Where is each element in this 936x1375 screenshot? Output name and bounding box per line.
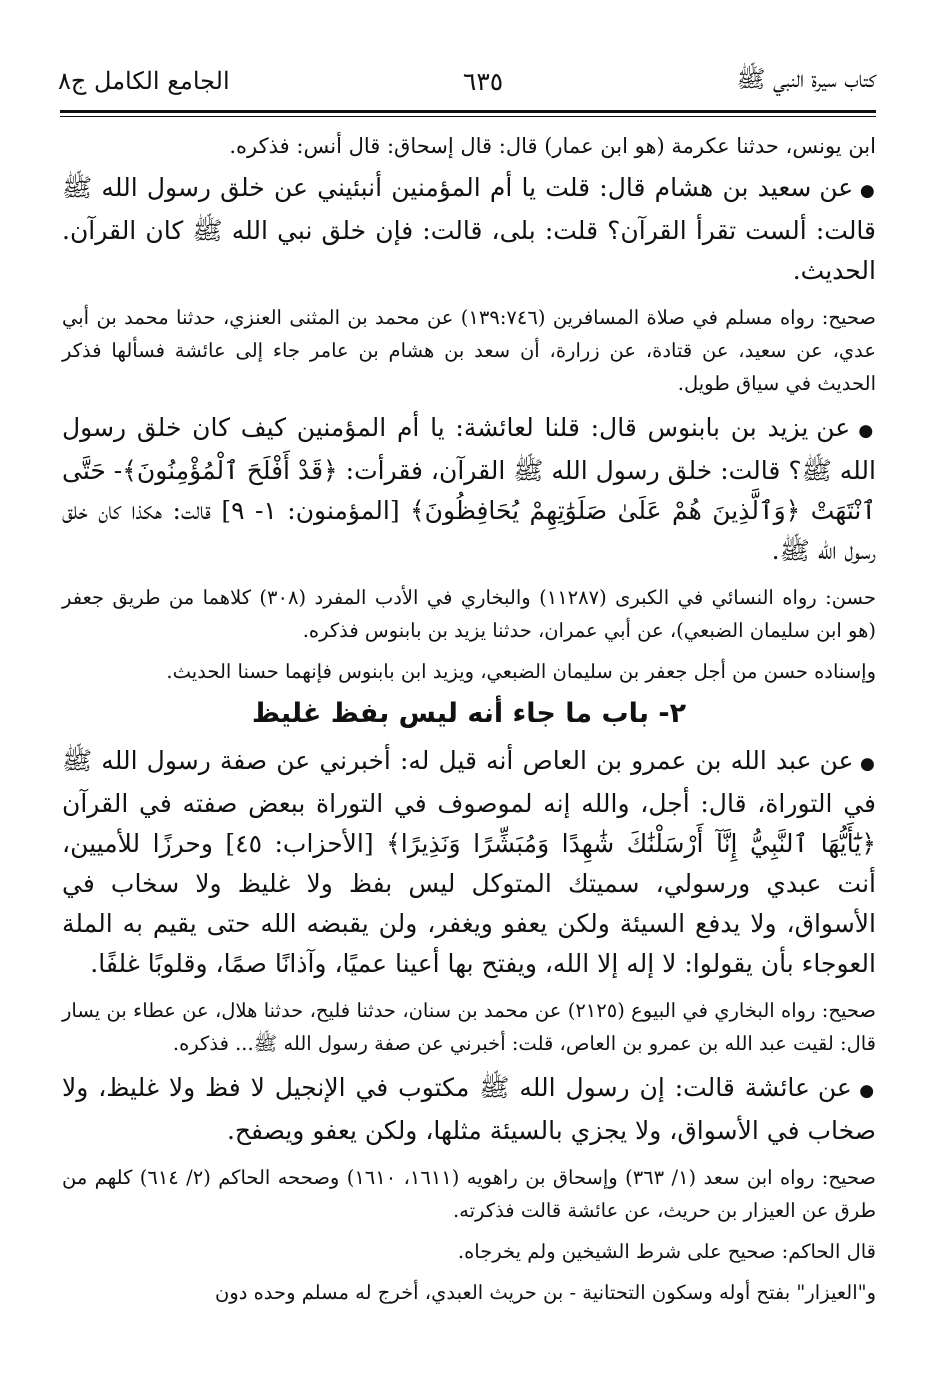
- page-number: ٦٣٥: [462, 66, 504, 96]
- takhrij-note: صحيح: رواه مسلم في صلاة المسافرين (١٣٩:٧٤٦) عن محمد بن المثنى العنزي، حدثنا محمد بن أبي عدي، عن سعيد، عن قتادة، عن زرارة، أن سعد بن هشام بن عامر جاء إلى عائشة فسألها فذكر الحديث في سياق طويل.: [62, 306, 876, 395]
- takhrij-note: صحيح: رواه البخاري في البيوع (٢١٢٥) عن محمد بن سنان، حدثنا فليح، حدثنا هلال، عن عطاء بن يسار قال: لقيت عبد الله بن عمرو بن العاص، قلت: أخبرني عن صفة رسول الله ﷺ... فذكره.: [62, 999, 876, 1055]
- section-heading: ٢- باب ما جاء أنه ليس بفظ غليظ: [251, 698, 687, 729]
- header-volume-title: الجامع الكامل ج٨: [58, 67, 230, 95]
- hadith-text: ● عن عائشة قالت: إن رسول الله ﷺ مكتوب في الإنجيل لا فظ ولا غليظ، ولا صخاب في الأسواق، ولا يجزي بالسيئة مثلها، ولكن يعفو ويصفح.: [62, 1068, 876, 1151]
- isnad-note: وإسناده حسن من أجل جعفر بن سليمان الضبعي، ويزيد ابن بابنوس فإنهما حسنا الحديث.: [166, 660, 876, 683]
- page-header: [58, 58, 876, 104]
- page-body: [62, 128, 876, 1317]
- hadith-text: ● عن سعيد بن هشام قال: قلت يا أم المؤمنين أنبئيني عن خلق رسول الله ﷺ قالت: ألست تقرأ القرآن؟ قلت: بلى، قالت: فإن خلق نبي الله ﷺ كان القرآن. الحديث.: [62, 168, 876, 291]
- hakim-note: قال الحاكم: صحيح على شرط الشيخين ولم يخرجاه.: [457, 1240, 876, 1263]
- hadith-text: ● عن يزيد بن بابنوس قال: قلنا لعائشة: يا أم المؤمنين كيف كان خلق رسول الله ﷺ؟ قالت: خلق رسول الله ﷺ القرآن، فقرأت: ﴿قَدْ أَفْلَحَ ٱلْمُؤْمِنُونَ﴾- حَتَّى ٱنْتَهَتْ ﴿وَٱلَّذِينَ هُمْ عَلَىٰ صَلَوَٰتِهِمْ يُحَافِظُونَ﴾ [المؤمنون: ١- ٩] قالت: هكذا كان خلق رسول الله ﷺ.: [62, 408, 876, 571]
- header-rule-thick: [60, 110, 876, 113]
- hadith-text: ● عن عبد الله بن عمرو بن العاص أنه قيل له: أخبرني عن صفة رسول الله ﷺ في التوراة، قال: أجل، والله إنه لموصوف في التوراة ببعض صفته في القرآن ﴿يَٰٓأَيُّهَا ٱلنَّبِيُّ إِنَّآ أَرْسَلْنَٰكَ شَٰهِدًا وَمُبَشِّرًا وَنَذِيرًا﴾ [الأحزاب: ٤٥] وحرزًا للأميين، أنت عبدي ورسولي، سميتك المتوكل ليس بفظ ولا غليظ ولا سخاب في الأسواق، ولا يدفع السيئة ولكن يعفو ويغفر، ولن يقبضه الله حتى يقيم به الملة العوجاء بأن يقولوا: لا إله إلا الله، ويفتح بها أعينا عميًا، وآذانًا صمًا، وقلوبًا غلفًا.: [62, 741, 876, 984]
- continuation-paragraph: ابن يونس، حدثنا عكرمة (هو ابن عمار) قال: قال إسحاق: قال أنس: فذكره.: [229, 134, 876, 158]
- takhrij-note: صحيح: رواه ابن سعد (١/ ٣٦٣) وإسحاق بن راهويه (١٦١١، ١٦١٠) وصححه الحاكم (٢/ ٦١٤) كلهم من طرق عن العيزار بن حريث، عن عائشة قالت فذكرته.: [62, 1166, 876, 1222]
- takhrij-note: حسن: رواه النسائي في الكبرى (١١٢٨٧) والبخاري في الأدب المفرد (٣٠٨) كلاهما من طريق جعفر (هو ابن سليمان الضبعي)، عن أبي عمران، حدثنا يزيد بن بابنوس فذكره.: [62, 586, 876, 642]
- header-book-title: كتاب سيرة النبي ﷺ: [736, 64, 876, 93]
- header-rule-thin: [60, 116, 876, 117]
- narrator-note: و"العيزار" بفتح أوله وسكون التحتانية - بن حريث العبدي، أخرج له مسلم وحده دون: [214, 1281, 876, 1304]
